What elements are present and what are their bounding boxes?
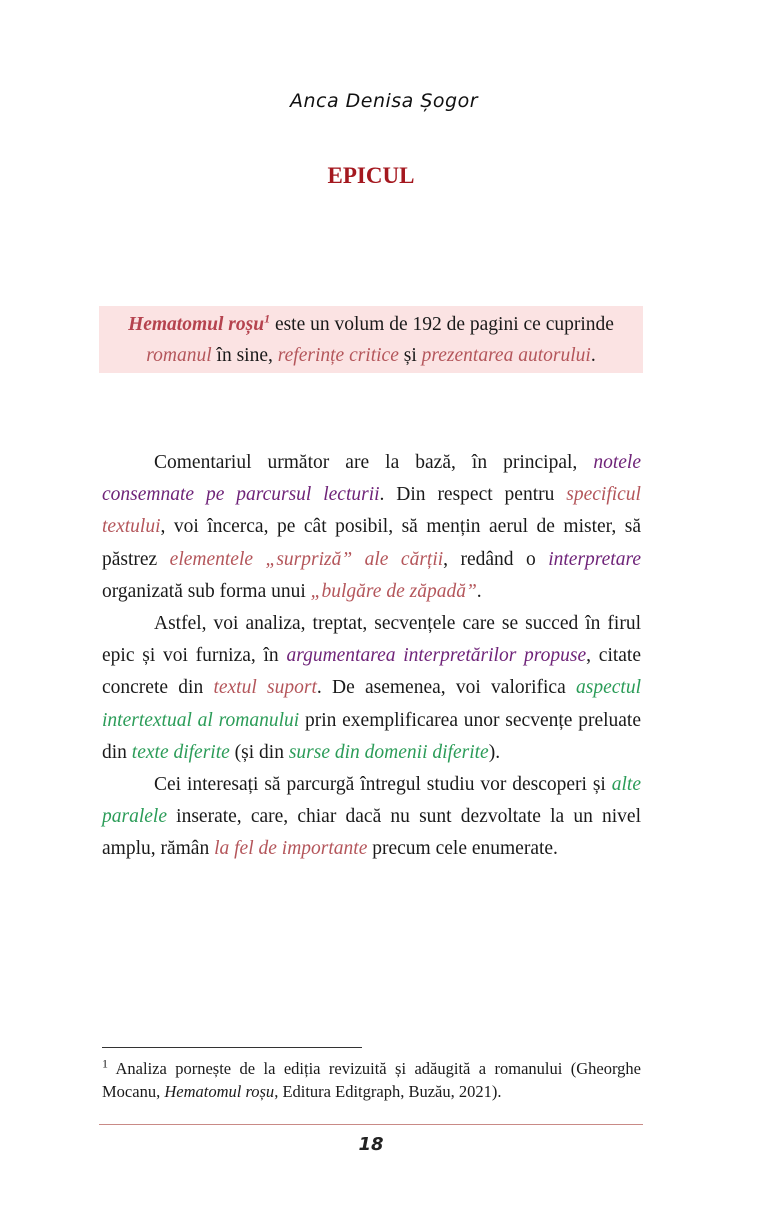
paragraph-text: , voi încerca, pe cât posibil, să mențin aerul de mister, să păstrez [102, 516, 641, 570]
paragraph-text: , redând o [443, 548, 549, 570]
emphasis-novel: romanul [146, 345, 212, 366]
paragraph-text: Astfel, voi analiza, treptat, secvențele care se succed în firul epic și voi furniza, în [102, 613, 641, 667]
emphasis-author-presentation: prezentarea autorului [421, 345, 591, 366]
chapter-title: EPICUL [327, 163, 415, 188]
paragraph-1 [102, 447, 641, 608]
page-number: 18 [358, 1134, 384, 1155]
paragraph-text: prin exemplificarea unor secvențe preluate din [102, 709, 642, 763]
footnote [102, 1057, 641, 1103]
paragraph-text: organizată sub forma unui [102, 580, 311, 602]
emphasis-support-text: textul suport [213, 677, 317, 699]
intro-text: . [590, 345, 596, 366]
paragraph-2 [102, 608, 641, 769]
emphasis-different-sources: surse din domenii diferite [288, 741, 489, 763]
emphasis-different-texts: texte diferite [131, 741, 230, 763]
emphasis-equally-important: la fel de importante [214, 838, 368, 860]
paragraph-text: Cei interesați să parcurgă întregul studiu vor descoperi și [154, 774, 612, 796]
author-name: Anca Denisa Șogor [289, 90, 479, 112]
emphasis-intertextual-aspect: aspectul intertextual al romanului [102, 677, 641, 731]
footnote-marker: 1 [102, 1056, 108, 1071]
emphasis-snowball: „bulgăre de zăpadă” [310, 580, 477, 602]
paragraph-text: inserate, care, chiar dacă nu sunt dezvoltate la un nivel amplu, rămân [102, 806, 641, 860]
intro-text: în sine, [211, 345, 278, 366]
emphasis-surprise-elements: elementele „surpriză” ale cărții [169, 548, 444, 570]
paragraph-text: Comentariul următor are la bază, în principal, [154, 452, 594, 473]
book-title: Hematomul roșu [128, 314, 265, 335]
emphasis-other-parallels: alte paralele [102, 774, 641, 828]
footer-divider [99, 1124, 643, 1125]
paragraph-text: ). [488, 741, 501, 763]
footnote-text: , Editura Editgraph, Buzău, 2021). [274, 1082, 502, 1101]
intro-highlight-box [99, 306, 643, 373]
paragraph-text: . De asemenea, voi valorifica [316, 677, 576, 699]
paragraph-text: . [476, 580, 482, 602]
footnote-text: Analiza pornește de la ediția revizuită și adăugită a romanului (Gheorghe Mocanu, [102, 1059, 641, 1101]
paragraph-text: . Din respect pentru [379, 484, 567, 506]
paragraph-text: (și din [229, 741, 289, 763]
emphasis-critical-references: referințe critice [277, 345, 399, 366]
emphasis-interpretation: interpretare [548, 548, 641, 570]
footnote-divider [102, 1047, 362, 1048]
paragraph-text: precum cele enumerate. [367, 838, 558, 860]
footnote-book-title: Hematomul roșu [164, 1082, 275, 1101]
emphasis-argumentation: argumentarea interpretărilor propuse [286, 645, 587, 667]
body-text [102, 447, 641, 866]
paragraph-3 [102, 769, 641, 866]
emphasis-text-specificity: specificul textului [102, 484, 641, 538]
intro-text: și [398, 345, 422, 366]
footnote-reference[interactable]: 1 [264, 311, 271, 326]
paragraph-text: , citate concrete din [102, 645, 642, 699]
emphasis-reading-notes: notele consemnate pe parcursul lecturii [102, 452, 641, 506]
intro-text: este un volum de 192 de pagini ce cuprinde [270, 314, 614, 335]
